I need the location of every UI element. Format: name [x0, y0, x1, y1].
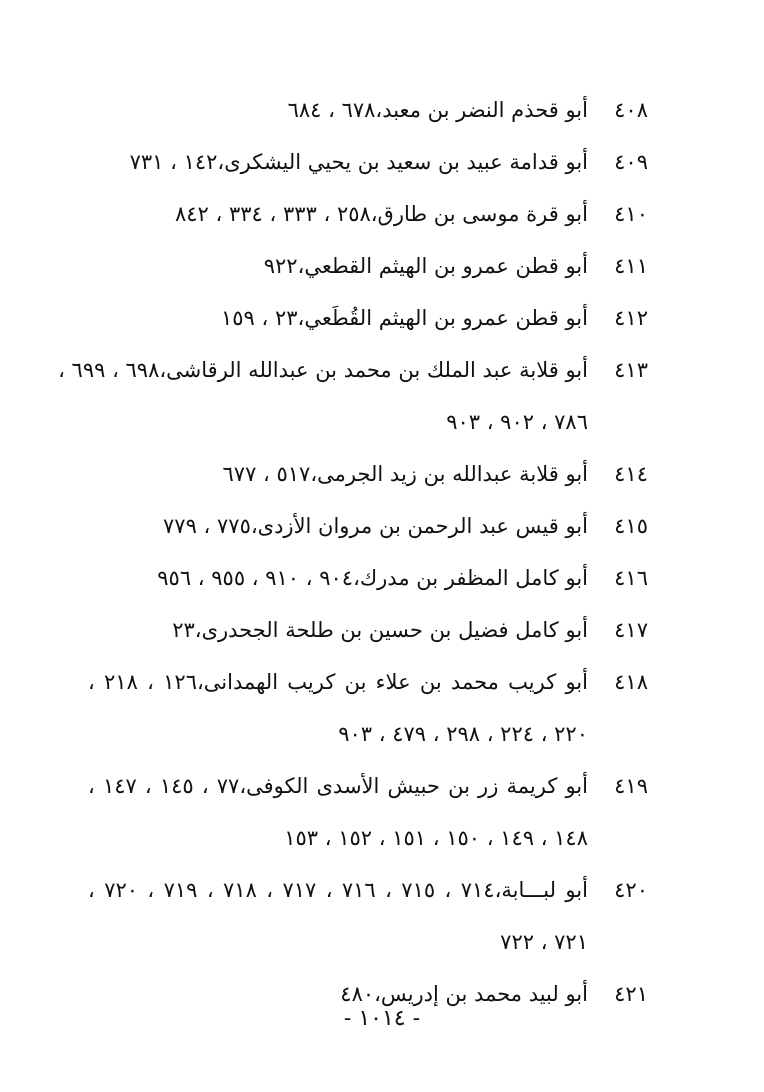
list-item: [88, 604, 648, 656]
entry-text: أبو قطن عمرو بن الهيثم القُطَعي،٢٣ ، ١٥٩: [221, 306, 588, 330]
entry-number: ٤١٥: [614, 514, 648, 538]
list-item: [88, 552, 648, 604]
entry-number: ٤٢١: [614, 982, 648, 1006]
entry-text: أبو قحذم النضر بن معبد،٦٧٨ ، ٦٨٤: [287, 98, 588, 122]
entry-text-continuation: ٧٢١ ، ٧٢٢: [500, 930, 588, 954]
list-item: [58, 344, 648, 448]
entry-text: أبو لبـــابة،٧١٤ ، ٧١٥ ، ٧١٦ ، ٧١٧ ، ٧١٨ ، ٧١٩ ، ٧٢٠ ،: [88, 878, 588, 902]
list-item: [88, 292, 648, 344]
entry-text: أبو قلابة عبدالله بن زيد الجرمى،٥١٧ ، ٦٧٧: [222, 462, 588, 486]
entry-number: ٤١٣: [614, 358, 648, 382]
entry-text-continuation: ٧٨٦ ، ٩٠٢ ، ٩٠٣: [446, 410, 588, 434]
entry-text: أبو قلابة عبد الملك بن محمد بن عبدالله الرقاشى،٦٩٨ ، ٦٩٩ ،: [58, 358, 588, 382]
entry-number: ٤١٠: [614, 202, 648, 226]
entry-number: ٤١٧: [614, 618, 648, 642]
entry-number: ٤٠٩: [614, 150, 648, 174]
entry-number: ٤١٦: [614, 566, 648, 590]
list-item: [88, 188, 648, 240]
list-item: [88, 500, 648, 552]
list-item: [88, 656, 648, 760]
entry-text: أبو لبيد محمد بن إدريس،٤٨٠: [340, 982, 588, 1006]
list-item: [88, 864, 648, 968]
list-item: [88, 84, 648, 136]
list-item: [88, 448, 648, 500]
entry-number: ٤١٨: [614, 670, 648, 694]
entry-text-continuation: ١٤٨ ، ١٤٩ ، ١٥٠ ، ١٥١ ، ١٥٢ ، ١٥٣: [284, 826, 588, 850]
entry-text: أبو قطن عمرو بن الهيثم القطعي،٩٢٢: [263, 254, 588, 278]
entry-number: ٤٢٠: [614, 878, 648, 902]
entry-number: ٤١٤: [614, 462, 648, 486]
entry-number: ٤١٩: [614, 774, 648, 798]
entry-number: ٤١١: [614, 254, 648, 278]
entry-text: أبو كريب محمد بن علاء بن كريب الهمدانى،١٢٦ ، ٢١٨ ،: [88, 670, 588, 694]
entry-text: أبو قرة موسى بن طارق،٢٥٨ ، ٣٣٣ ، ٣٣٤ ، ٨٤٢: [174, 202, 588, 226]
entry-number: ٤٠٨: [614, 98, 648, 122]
entry-text: أبو كامل فضيل بن حسين بن طلحة الجحدرى،٢٣: [172, 618, 588, 642]
entry-list: [58, 84, 648, 1020]
entry-number: ٤١٢: [614, 306, 648, 330]
entry-text: أبو قيس عبد الرحمن بن مروان الأزدى،٧٧٥ ، ٧٧٩: [163, 514, 588, 538]
entry-text: أبو قدامة عبيد بن سعيد بن يحيي اليشكرى،١٤٢ ، ٧٣١: [129, 150, 588, 174]
list-item: [88, 136, 648, 188]
entry-text-continuation: ٢٢٠ ، ٢٢٤ ، ٢٩٨ ، ٤٧٩ ، ٩٠٣: [338, 722, 588, 746]
list-item: [88, 240, 648, 292]
entry-text: أبو كامل المظفر بن مدرك،٩٠٤ ، ٩١٠ ، ٩٥٥ ، ٩٥٦: [157, 566, 588, 590]
entry-text: أبو كريمة زر بن حبيش الأسدى الكوفى،٧٧ ، ١٤٥ ، ١٤٧ ،: [88, 774, 588, 798]
list-item: [88, 760, 648, 864]
page-number: - ١٠١٤ -: [343, 1006, 421, 1031]
